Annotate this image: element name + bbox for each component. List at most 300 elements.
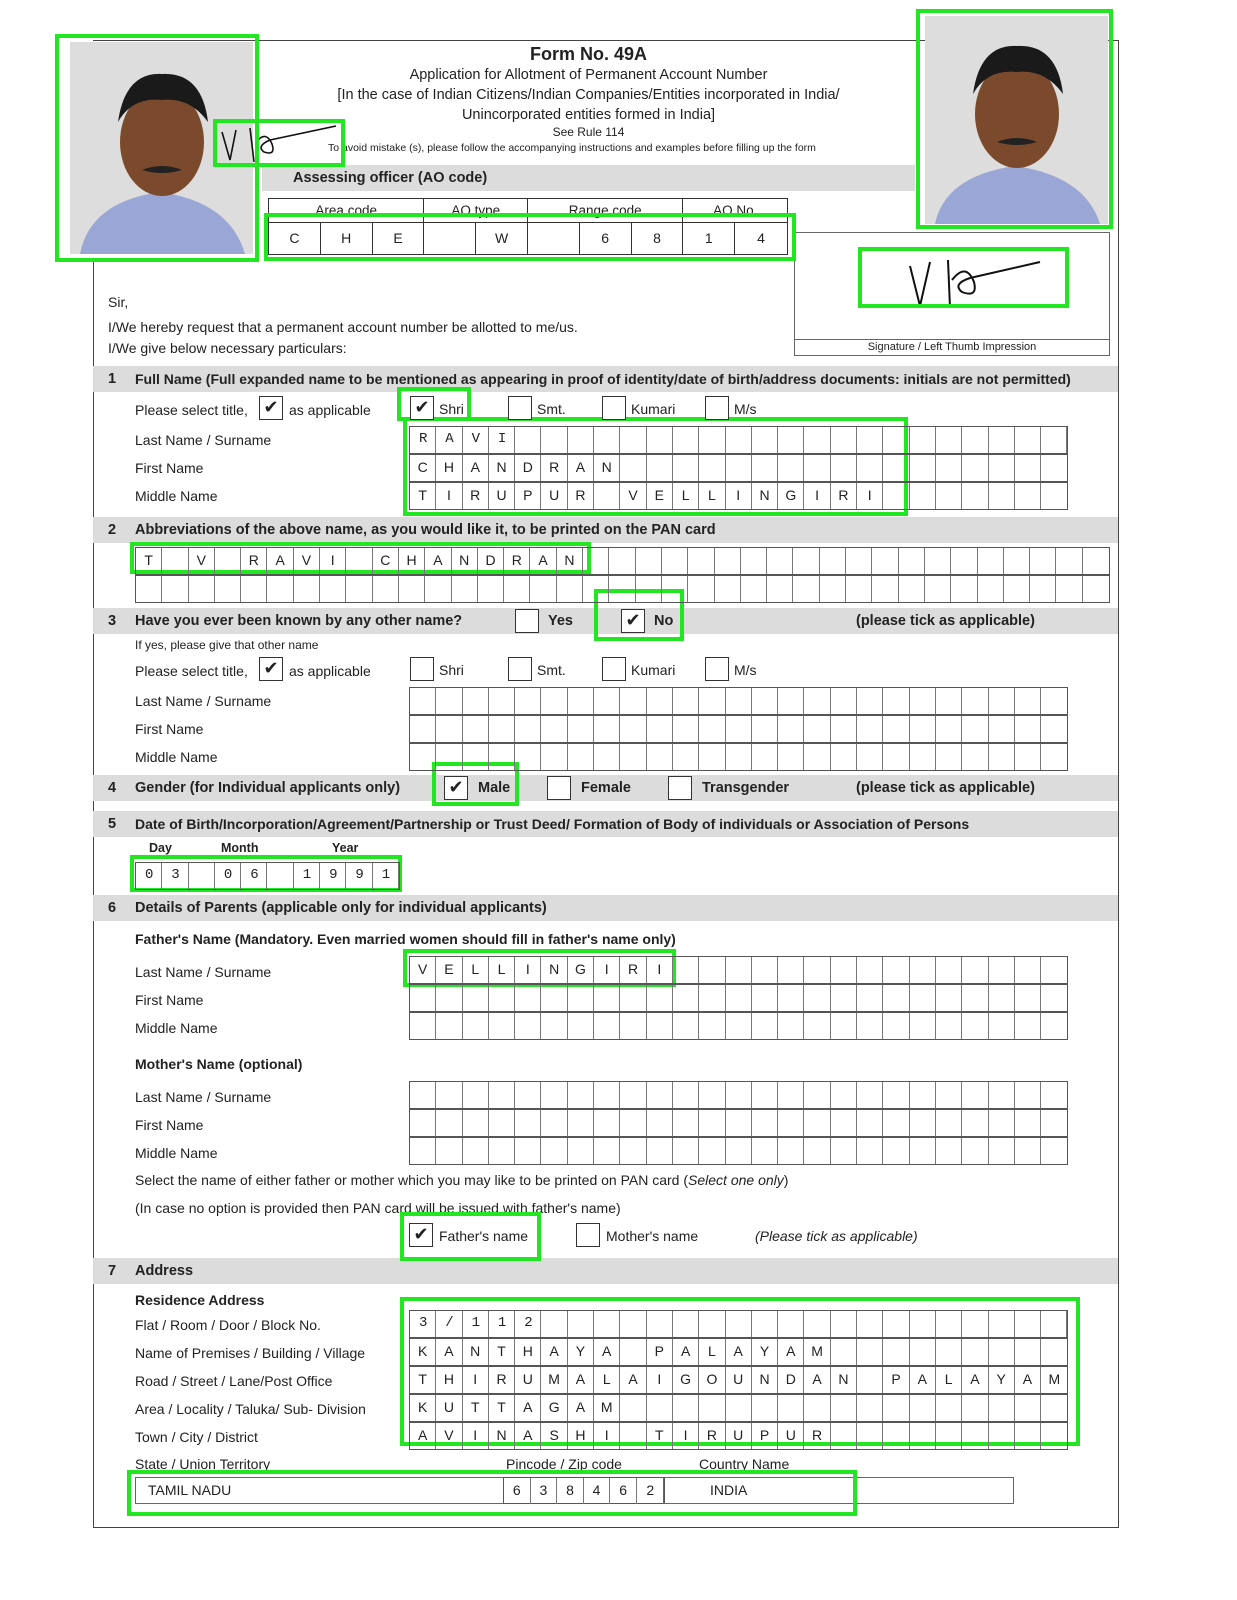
- char-cell: [568, 744, 594, 770]
- char-cell: N: [752, 1367, 778, 1393]
- char-cell: [936, 1395, 962, 1421]
- char-cell: [699, 1013, 725, 1039]
- char-cell: [883, 1311, 909, 1337]
- char-cell: [1015, 1395, 1041, 1421]
- char-cell: [804, 427, 830, 453]
- char-cell: T: [136, 548, 162, 574]
- char-cell: [620, 1395, 646, 1421]
- char-cell: [883, 1110, 909, 1136]
- other-name-no-checkbox[interactable]: ✔: [621, 609, 645, 633]
- section-number: 3: [108, 613, 117, 629]
- char-cell: [489, 1082, 515, 1108]
- char-cell: I: [515, 957, 541, 983]
- title-option-label: Smt.: [537, 662, 566, 678]
- father-name-checkbox[interactable]: ✔: [409, 1223, 433, 1247]
- char-cell: [831, 1013, 857, 1039]
- char-cell: [846, 576, 872, 602]
- date-of-birth-grid[interactable]: [135, 862, 409, 890]
- char-cell: [831, 455, 857, 481]
- char-cell: [989, 483, 1015, 509]
- char-cell: Y: [752, 1339, 778, 1365]
- char-cell: [1015, 744, 1041, 770]
- section-2-title: Abbreviations of the above name, as you would like it, to be printed on the PAN card: [135, 522, 716, 538]
- char-cell: [989, 985, 1015, 1011]
- char-cell: R: [831, 483, 857, 509]
- char-cell: [962, 1395, 988, 1421]
- char-cell: [936, 1339, 962, 1365]
- char-cell: A: [778, 1339, 804, 1365]
- char-cell: L: [594, 1367, 620, 1393]
- month-label: Month: [221, 841, 259, 855]
- char-cell: [594, 1138, 620, 1164]
- address-grid-row[interactable]: [409, 1422, 1068, 1450]
- mother-name-grid[interactable]: [409, 1109, 1068, 1137]
- char-cell: A: [267, 548, 293, 574]
- transgender-checkbox[interactable]: [668, 776, 692, 800]
- char-cell: [936, 1110, 962, 1136]
- ao-code-cell: 6: [580, 223, 632, 254]
- title-shri-checkbox[interactable]: ✔: [410, 396, 434, 420]
- father-field-label: Middle Name: [135, 1020, 218, 1036]
- char-cell: L: [936, 1367, 962, 1393]
- ao-band: [262, 165, 915, 191]
- char-cell: [857, 957, 883, 983]
- char-cell: [436, 1110, 462, 1136]
- char-cell: [647, 985, 673, 1011]
- char-cell: [883, 427, 909, 453]
- char-cell: U: [726, 1423, 752, 1449]
- char-cell: [1015, 427, 1041, 453]
- char-cell: [436, 688, 462, 714]
- char-cell: [699, 716, 725, 742]
- char-cell: [989, 957, 1015, 983]
- char-cell: [962, 1339, 988, 1365]
- char-cell: [778, 985, 804, 1011]
- char-cell: [673, 985, 699, 1011]
- title-prompt: Please select title,: [135, 663, 248, 679]
- char-cell: I: [647, 1367, 673, 1393]
- char-cell: I: [647, 957, 673, 983]
- char-cell: M: [1048, 1371, 1061, 1387]
- char-cell: [1083, 576, 1109, 602]
- char-cell: [452, 576, 478, 602]
- char-cell: [910, 957, 936, 983]
- char-cell: L: [699, 1339, 725, 1365]
- char-cell: A: [1015, 1367, 1041, 1393]
- char-cell: [951, 576, 977, 602]
- char-cell: [883, 1013, 909, 1039]
- char-cell: I: [726, 483, 752, 509]
- char-cell: [778, 1110, 804, 1136]
- title-smt-checkbox[interactable]: [508, 396, 532, 420]
- char-cell: [504, 576, 530, 602]
- char-cell: [636, 548, 662, 574]
- char-cell: A: [463, 455, 489, 481]
- char-cell: [647, 1082, 673, 1108]
- section-number: 2: [108, 522, 117, 538]
- char-cell: [989, 1339, 1015, 1365]
- section-number: 6: [108, 900, 117, 916]
- char-cell: [962, 744, 988, 770]
- title-ms-checkbox[interactable]: [705, 396, 729, 420]
- char-cell: [673, 1138, 699, 1164]
- char-cell: [910, 1138, 936, 1164]
- char-cell: [804, 455, 830, 481]
- char-cell: D: [478, 548, 504, 574]
- char-cell: [804, 688, 830, 714]
- form-title: Form No. 49A: [529, 44, 648, 64]
- char-cell: [162, 576, 188, 602]
- father-name-grid[interactable]: [409, 984, 1068, 1012]
- char-cell: N: [452, 548, 478, 574]
- char-cell: [831, 1339, 857, 1365]
- char-cell: [410, 1082, 436, 1108]
- char-cell: [989, 427, 1015, 453]
- char-cell: [804, 1110, 830, 1136]
- form-subtitle-3: Unincorporated entities formed in India]: [461, 107, 716, 123]
- char-cell: N: [752, 483, 778, 509]
- char-cell: [541, 1138, 567, 1164]
- char-cell: [478, 576, 504, 602]
- char-cell: [410, 1013, 436, 1039]
- section-4-title: Gender (for Individual applicants only): [135, 780, 401, 796]
- char-cell: [804, 1013, 830, 1039]
- section-number: 5: [108, 816, 117, 832]
- char-cell: [883, 1339, 909, 1365]
- char-cell: [594, 716, 620, 742]
- char-cell: G: [778, 483, 804, 509]
- char-cell: [1083, 548, 1109, 574]
- char-cell: R: [504, 548, 530, 574]
- char-cell: [726, 744, 752, 770]
- char-cell: [673, 957, 699, 983]
- title-smt-checkbox[interactable]: [508, 657, 532, 681]
- other-name-grid[interactable]: [409, 687, 1068, 715]
- char-cell: [820, 548, 846, 574]
- char-cell: [1041, 1138, 1067, 1164]
- char-cell: T: [647, 1423, 673, 1449]
- char-cell: [726, 716, 752, 742]
- char-cell: [215, 548, 241, 574]
- char-cell: R: [489, 1367, 515, 1393]
- full-name-last-grid[interactable]: [409, 426, 1068, 454]
- address-grid-row[interactable]: [409, 1310, 1068, 1338]
- char-cell: [647, 455, 673, 481]
- char-cell: [752, 957, 778, 983]
- ao-header-range: Range code: [528, 199, 683, 222]
- char-cell: [831, 1082, 857, 1108]
- char-cell: [673, 455, 699, 481]
- char-cell: [410, 985, 436, 1011]
- ao-code-cell: [424, 223, 476, 254]
- char-cell: [620, 1311, 646, 1337]
- female-checkbox[interactable]: [547, 776, 571, 800]
- char-cell: A: [425, 548, 451, 574]
- other-name-field-label: Last Name / Surname: [135, 693, 272, 709]
- char-cell: U: [541, 483, 567, 509]
- mother-name-checkbox[interactable]: [576, 1223, 600, 1247]
- char-cell: A: [436, 1339, 462, 1365]
- other-name-grid[interactable]: [409, 715, 1068, 743]
- form-subtitle: Application for Allotment of Permanent Account Number: [409, 67, 768, 83]
- char-cell: [489, 1138, 515, 1164]
- char-cell: [673, 427, 699, 453]
- char-cell: [831, 1110, 857, 1136]
- section-7-title: Address: [135, 1263, 194, 1279]
- char-cell: [463, 985, 489, 1011]
- char-cell: [726, 1395, 752, 1421]
- char-cell: [910, 455, 936, 481]
- char-cell: [883, 744, 909, 770]
- char-cell: [883, 483, 909, 509]
- name-field-label: Middle Name: [135, 488, 218, 504]
- char-cell: [883, 1395, 909, 1421]
- char-cell: [436, 744, 462, 770]
- char-cell: [715, 548, 741, 574]
- char-cell: [620, 688, 646, 714]
- mother-name-grid[interactable]: [409, 1137, 1068, 1165]
- char-cell: T: [410, 483, 436, 509]
- day-label: Day: [149, 841, 172, 855]
- char-cell: [1015, 688, 1041, 714]
- char-cell: [1041, 483, 1067, 509]
- ao-code-cell: C: [269, 223, 321, 254]
- char-cell: [410, 744, 436, 770]
- char-cell: [752, 716, 778, 742]
- pincode-field[interactable]: [503, 1477, 665, 1504]
- select-only-text: Select one only: [688, 1172, 784, 1188]
- address-grid-row[interactable]: [409, 1394, 1068, 1422]
- char-cell: [541, 1082, 567, 1108]
- char-cell: [515, 1082, 541, 1108]
- intro-line-2: I/We give below necessary particulars:: [108, 340, 347, 356]
- char-cell: [936, 1082, 962, 1108]
- title-kumari-checkbox[interactable]: [602, 657, 626, 681]
- char-cell: [620, 1138, 646, 1164]
- as-applicable: as applicable: [289, 402, 371, 418]
- other-name-field-label: Middle Name: [135, 749, 218, 765]
- char-cell: [215, 576, 241, 602]
- char-cell: [989, 1395, 1015, 1421]
- country-field[interactable]: INDIA: [663, 1477, 856, 1504]
- no-label: No: [654, 613, 674, 629]
- address-grid-row-value: 3/112: [419, 1315, 551, 1331]
- char-cell: P: [647, 1339, 673, 1365]
- abbreviation-grid-row[interactable]: [135, 575, 1110, 603]
- char-cell: [1041, 1110, 1067, 1136]
- char-cell: [699, 1082, 725, 1108]
- salutation: Sir,: [108, 294, 129, 310]
- char-cell: [489, 1110, 515, 1136]
- char-cell: [1015, 455, 1041, 481]
- char-cell: [936, 1138, 962, 1164]
- char-cell: [831, 1311, 857, 1337]
- section-1-band: [93, 366, 1118, 392]
- char-cell: [962, 1311, 988, 1337]
- char-cell: [594, 427, 620, 453]
- char-cell: [463, 1082, 489, 1108]
- char-cell: N: [541, 957, 567, 983]
- char-cell: [647, 688, 673, 714]
- char-cell: [910, 1311, 936, 1337]
- char-cell: R: [620, 957, 646, 983]
- address-field-label: Town / City / District: [135, 1429, 258, 1445]
- char-cell: [962, 1138, 988, 1164]
- char-cell: [515, 1110, 541, 1136]
- char-cell: [857, 1367, 883, 1393]
- char-cell: [752, 1395, 778, 1421]
- char-cell: [831, 427, 857, 453]
- char-cell: [778, 957, 804, 983]
- char-cell: [463, 688, 489, 714]
- father-name-grid[interactable]: [409, 956, 1068, 984]
- country-label: Country Name: [699, 1456, 790, 1472]
- char-cell: [910, 1423, 936, 1449]
- char-cell: [699, 688, 725, 714]
- char-cell: [425, 576, 451, 602]
- tick-hint: (Please tick as applicable): [755, 1228, 918, 1244]
- char-cell: [436, 1138, 462, 1164]
- abbreviation-grid-row[interactable]: [135, 547, 1110, 575]
- char-cell: [463, 716, 489, 742]
- char-cell: [699, 985, 725, 1011]
- address-field-label: Flat / Room / Door / Block No.: [135, 1317, 321, 1333]
- father-name-grid[interactable]: [409, 1012, 1068, 1040]
- char-cell: [568, 985, 594, 1011]
- char-cell: [609, 548, 635, 574]
- char-cell: C: [410, 455, 436, 481]
- char-cell: [726, 1311, 752, 1337]
- char-cell: [294, 576, 320, 602]
- char-cell: [831, 1423, 857, 1449]
- char-cell: [910, 1082, 936, 1108]
- tick-hint: (please tick as applicable): [856, 780, 1035, 796]
- char-cell: [594, 1110, 620, 1136]
- char-cell: [936, 1423, 962, 1449]
- title-ms-checkbox[interactable]: [705, 657, 729, 681]
- char-cell: [793, 548, 819, 574]
- char-cell: [662, 548, 688, 574]
- ao-header-no: AO No.: [713, 203, 758, 218]
- char-cell: [778, 455, 804, 481]
- char-cell: [767, 548, 793, 574]
- char-cell: I: [463, 1423, 489, 1449]
- char-cell: V: [436, 1423, 462, 1449]
- char-cell: P: [515, 483, 541, 509]
- char-cell: [1030, 548, 1056, 574]
- full-name-last-grid-value: RAVI: [419, 431, 525, 447]
- char-cell: [726, 1082, 752, 1108]
- char-cell: [1015, 985, 1041, 1011]
- char-cell: [962, 1082, 988, 1108]
- char-cell: [820, 576, 846, 602]
- name-field-label: Last Name / Surname: [135, 432, 272, 448]
- char-cell: [320, 576, 346, 602]
- char-cell: [804, 744, 830, 770]
- char-cell: K: [410, 1395, 436, 1421]
- char-cell: [1056, 576, 1082, 602]
- char-cell: [583, 548, 609, 574]
- other-name-yes-checkbox[interactable]: [515, 609, 539, 633]
- char-cell: [767, 576, 793, 602]
- char-cell: S: [541, 1423, 567, 1449]
- char-cell: [673, 716, 699, 742]
- char-cell: [647, 1395, 673, 1421]
- char-cell: [699, 455, 725, 481]
- char-cell: [883, 716, 909, 742]
- char-cell: [673, 744, 699, 770]
- char-cell: I: [857, 483, 883, 509]
- char-cell: [857, 427, 883, 453]
- char-cell: [620, 1339, 646, 1365]
- ao-code-cell: H: [321, 223, 373, 254]
- char-cell: [989, 744, 1015, 770]
- char-cell: [872, 576, 898, 602]
- char-cell: [752, 455, 778, 481]
- char-cell: [1056, 548, 1082, 574]
- full-name-middle-grid[interactable]: [409, 482, 1068, 510]
- char-cell: [752, 1082, 778, 1108]
- char-cell: [989, 1311, 1015, 1337]
- char-cell: O: [699, 1367, 725, 1393]
- char-cell: [541, 427, 567, 453]
- state-field[interactable]: TAMIL NADU: [135, 1477, 504, 1504]
- char-cell: [989, 1082, 1015, 1108]
- mother-name-option: Mother's name: [606, 1228, 699, 1244]
- address-grid-row[interactable]: [409, 1366, 1068, 1394]
- char-cell: [620, 1013, 646, 1039]
- char-cell: [489, 744, 515, 770]
- char-cell: [699, 1395, 725, 1421]
- title-kumari-checkbox[interactable]: [602, 396, 626, 420]
- other-name-grid[interactable]: [409, 743, 1068, 771]
- char-cell: [831, 985, 857, 1011]
- mother-field-label: Middle Name: [135, 1145, 218, 1161]
- char-cell: N: [594, 455, 620, 481]
- char-cell: [541, 1013, 567, 1039]
- title-option-label: Shri: [439, 401, 464, 417]
- char-cell: [436, 716, 462, 742]
- char-cell: U: [778, 1423, 804, 1449]
- char-cell: [541, 744, 567, 770]
- mother-name-grid[interactable]: [409, 1081, 1068, 1109]
- full-name-first-grid[interactable]: [409, 454, 1068, 482]
- char-cell: [804, 1138, 830, 1164]
- char-cell: [741, 548, 767, 574]
- country-field-extra[interactable]: [855, 1477, 1014, 1504]
- title-shri-checkbox[interactable]: [410, 657, 434, 681]
- char-cell: K: [410, 1339, 436, 1365]
- char-cell: [857, 985, 883, 1011]
- ao-code-cell: E: [373, 223, 425, 254]
- char-cell: C: [373, 548, 399, 574]
- char-cell: [726, 1110, 752, 1136]
- ao-code-row[interactable]: [268, 222, 788, 255]
- char-cell: [515, 985, 541, 1011]
- char-cell: [910, 716, 936, 742]
- char-cell: [594, 1311, 620, 1337]
- char-cell: [1015, 1082, 1041, 1108]
- section-number: 4: [108, 780, 117, 796]
- char-cell: [883, 1082, 909, 1108]
- char-cell: [489, 985, 515, 1011]
- char-cell: [436, 1082, 462, 1108]
- address-grid-row[interactable]: [409, 1338, 1068, 1366]
- char-cell: [778, 1138, 804, 1164]
- male-checkbox[interactable]: ✔: [444, 776, 468, 800]
- char-cell: [962, 716, 988, 742]
- char-cell: [699, 1311, 725, 1337]
